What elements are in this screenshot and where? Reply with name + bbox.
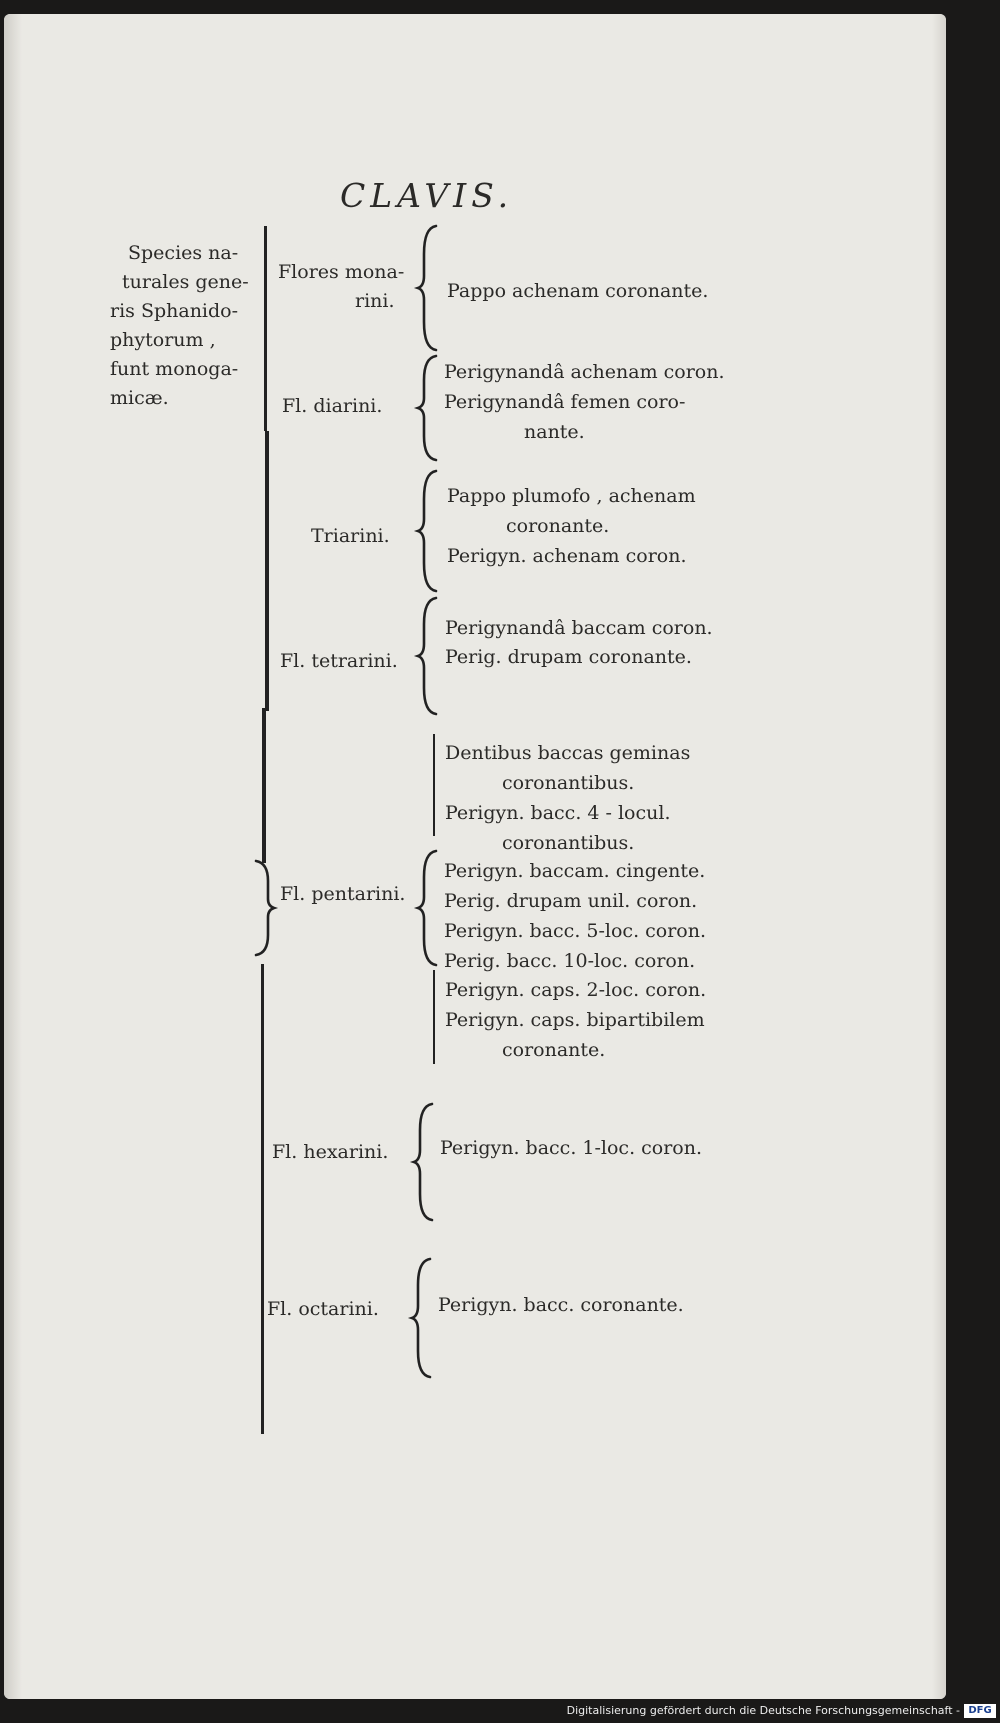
entry-line: Perigyn. bacc. 4 - locul.: [445, 802, 671, 824]
intro-line: ris Sphanido-: [110, 300, 239, 322]
list-rule: [433, 734, 435, 836]
entry-line: Perigyn. caps. bipartibilem: [445, 1009, 705, 1031]
curly-brace-icon: [416, 469, 442, 593]
intro-line: Species na-: [128, 242, 239, 264]
entry-line: coronante.: [506, 515, 610, 537]
entry-line: Perigyn. caps. 2-loc. coron.: [445, 979, 707, 1001]
page-gutter-shadow: [4, 14, 22, 1699]
curly-brace-icon: [252, 859, 278, 957]
group-label-pentarini: Fl. pentarini.: [280, 883, 406, 905]
entry-line: Perigyn. bacc. coronante.: [438, 1294, 684, 1316]
curly-brace-icon: [416, 224, 442, 352]
group-label-diarini: Fl. diarini.: [282, 395, 383, 417]
curly-brace-icon: [416, 354, 442, 462]
bracket-rule-main: [265, 431, 269, 711]
entry-line: Dentibus baccas geminas: [445, 742, 691, 764]
entry-line: Perigynandâ femen coro-: [444, 391, 686, 413]
curly-brace-icon: [416, 596, 442, 716]
entry-line: Pappo achenam coronante.: [447, 280, 709, 302]
book-page: [4, 14, 946, 1699]
intro-line: funt monoga-: [110, 358, 239, 380]
entry-line: Perig. drupam coronante.: [445, 646, 692, 668]
entry-line: coronantibus.: [502, 772, 635, 794]
entry-line: Pappo plumofo , achenam: [447, 485, 696, 507]
curly-brace-icon: [410, 1257, 436, 1379]
group-label-monarini: rini.: [355, 290, 395, 312]
group-label-octarini: Fl. octarini.: [267, 1298, 379, 1320]
intro-line: phytorum ,: [110, 329, 216, 351]
footer-credit: Digitalisierung gefördert durch die Deutsche Forschungsgemeinschaft -: [566, 1704, 960, 1717]
bracket-rule-main: [261, 964, 264, 1434]
intro-line: turales gene-: [122, 271, 249, 293]
bracket-rule-main: [264, 226, 267, 431]
entry-line: coronante.: [502, 1039, 606, 1061]
entry-line: Perigynandâ baccam coron.: [445, 617, 713, 639]
digitization-footer: [0, 1699, 1000, 1723]
group-label-monarini: Flores mona-: [278, 261, 405, 283]
entry-line: Perigyn. baccam. cingente.: [444, 860, 706, 882]
entry-line: Perigynandâ achenam coron.: [444, 361, 725, 383]
page-title: CLAVIS.: [340, 176, 514, 215]
entry-line: coronantibus.: [502, 832, 635, 854]
entry-line: Perig. drupam unil. coron.: [444, 890, 698, 912]
group-label-hexarini: Fl. hexarini.: [272, 1141, 389, 1163]
entry-line: Perig. bacc. 10-loc. coron.: [444, 950, 696, 972]
dfg-logo: DFG: [964, 1704, 996, 1718]
curly-brace-icon: [412, 1102, 438, 1222]
intro-line: micæ.: [110, 387, 169, 409]
bracket-rule-main: [262, 708, 266, 863]
list-rule: [433, 970, 435, 1064]
entry-line: Perigyn. bacc. 5-loc. coron.: [444, 920, 707, 942]
curly-brace-icon: [416, 849, 442, 967]
page-edge-shadow: [932, 14, 946, 1699]
group-label-triarini: Triarini.: [311, 525, 390, 547]
entry-line: Perigyn. bacc. 1-loc. coron.: [440, 1137, 703, 1159]
group-label-tetrarini: Fl. tetrarini.: [280, 650, 398, 672]
entry-line: Perigyn. achenam coron.: [447, 545, 687, 567]
entry-line: nante.: [524, 421, 585, 443]
